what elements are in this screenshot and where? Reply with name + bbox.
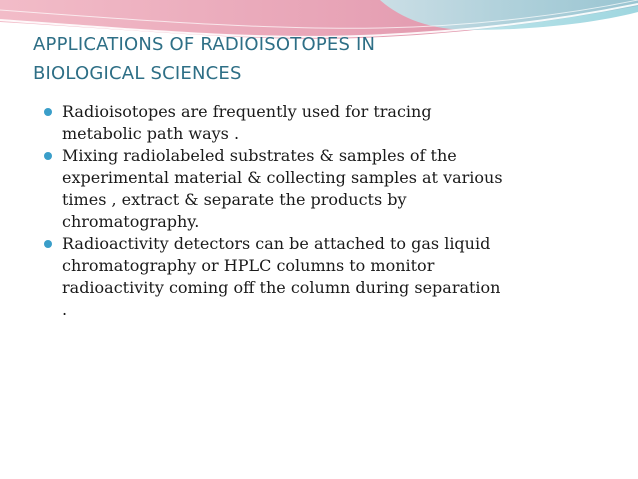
- bullet-2-line-3: times , extract & separate the products by: [62, 190, 407, 209]
- bullet-marker-icon: [44, 152, 52, 160]
- bullet-list: [44, 101, 604, 321]
- bullet-item-3: [44, 233, 604, 321]
- bullet-marker-icon: [44, 240, 52, 248]
- bullet-1-line-2: metabolic path ways .: [62, 124, 240, 143]
- bullet-item-2: [44, 145, 604, 233]
- bullet-3-line-2: chromatography or HPLC columns to monitor: [62, 256, 435, 275]
- bullet-3-line-1: Radioactivity detectors can be attached to gas liquid: [62, 234, 491, 253]
- bullet-marker-icon: [44, 108, 52, 116]
- bullet-item-1: [44, 101, 604, 145]
- slide-title-line-2: BIOLOGICAL SCIENCES: [33, 63, 242, 84]
- slide-title-line-1: APPLICATIONS OF RADIOISOTOPES IN: [33, 34, 376, 55]
- bullet-2-line-1: Mixing radiolabeled substrates & samples of the: [62, 146, 457, 165]
- bullet-1-line-1: Radioisotopes are frequently used for tracing: [62, 102, 432, 121]
- bullet-2-line-2: experimental material & collecting samples at various: [62, 168, 503, 187]
- bullet-3-line-3: radioactivity coming off the column during separation: [62, 278, 501, 297]
- slide-title: [33, 30, 593, 88]
- bullet-2-line-4: chromatography.: [62, 212, 200, 231]
- bullet-3-line-4: .: [62, 300, 68, 319]
